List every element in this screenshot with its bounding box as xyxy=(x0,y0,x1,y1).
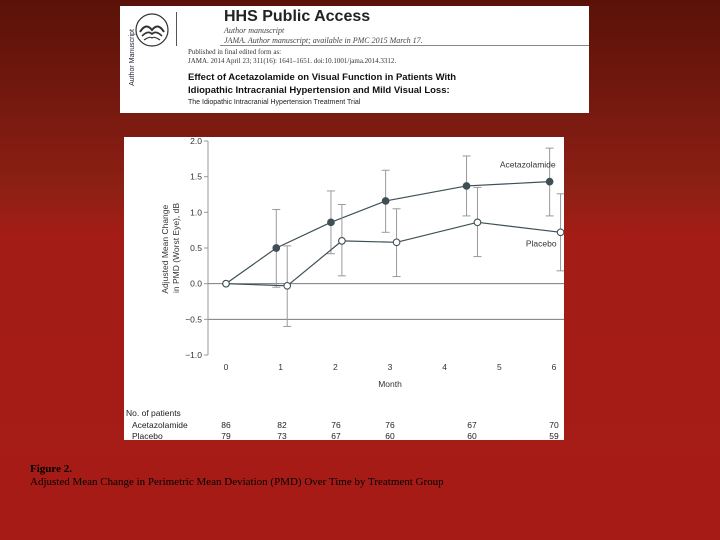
y-axis-label xyxy=(160,202,181,293)
x-tick-label: 4 xyxy=(442,362,448,372)
publication-note: Published in final edited form as: xyxy=(188,48,282,56)
article-title-line-3: The Idiopathic Intracranial Hypertension Treatment Trial xyxy=(188,99,361,106)
y-tick-label: 0.0 xyxy=(190,278,202,289)
figure-number: Figure 2. xyxy=(30,463,72,475)
author-manuscript-label: Author manuscript xyxy=(224,26,285,35)
y-axis-label-line-1: Adjusted Mean Change xyxy=(160,204,170,294)
patients-count: 70 xyxy=(549,420,559,430)
header-rule xyxy=(220,45,589,46)
data-point-placebo xyxy=(393,239,400,246)
x-tick-label: 2 xyxy=(332,362,338,372)
series-layer xyxy=(223,148,564,326)
y-axis-label-line-2: in PMD (Worst Eye), dB xyxy=(171,202,181,294)
article-title-line-1: Effect of Acetazolamide on Visual Function in Patients With xyxy=(188,72,457,83)
x-tick-label: 1 xyxy=(278,362,284,372)
x-tick-label: 6 xyxy=(551,362,557,372)
patients-count: 76 xyxy=(385,420,395,430)
patients-count: 79 xyxy=(221,431,231,440)
y-tick-label: 2.0 xyxy=(190,137,202,146)
y-tick-label: 1.0 xyxy=(190,207,202,218)
y-tick-label: −0.5 xyxy=(185,314,202,325)
patients-count: 59 xyxy=(549,431,559,440)
data-point-placebo xyxy=(223,280,230,287)
patients-count: 86 xyxy=(221,420,231,430)
reference-lines xyxy=(208,284,564,320)
data-point-acetazolamide xyxy=(328,219,335,226)
series-label-acetazolamide: Acetazolamide xyxy=(499,159,556,170)
patients-count: 67 xyxy=(331,431,341,440)
axes xyxy=(204,141,208,355)
y-tick-label: 1.5 xyxy=(190,171,202,182)
patients-table-title: No. of patients xyxy=(126,408,181,418)
data-point-acetazolamide xyxy=(273,245,280,252)
series-label-placebo: Placebo xyxy=(525,238,557,249)
hhs-eagle-logo-icon xyxy=(132,12,172,48)
y-tick-label: 0.5 xyxy=(190,243,202,253)
y-tick-label: −1.0 xyxy=(185,350,202,360)
patients-count: 76 xyxy=(331,420,341,430)
vertical-manuscript-label: Author Manuscript xyxy=(128,29,136,86)
x-tick-label: 0 xyxy=(223,362,229,372)
patients-count: 60 xyxy=(467,431,477,440)
data-point-placebo xyxy=(557,229,564,236)
data-point-placebo xyxy=(339,238,346,245)
patients-count: 60 xyxy=(385,431,395,440)
patients-row-label: Placebo xyxy=(132,431,163,440)
availability-note: JAMA. Author manuscript; available in PMC 2015 March 17. xyxy=(224,36,423,45)
article-header xyxy=(120,6,589,113)
data-point-acetazolamide xyxy=(463,183,470,190)
patients-row-label: Acetazolamide xyxy=(132,420,188,430)
data-point-placebo xyxy=(474,219,481,226)
data-point-acetazolamide xyxy=(546,178,553,185)
patients-table xyxy=(126,408,559,440)
patients-count: 73 xyxy=(277,431,287,440)
patients-count: 82 xyxy=(277,420,287,430)
x-tick-label: 3 xyxy=(387,362,393,372)
line-chart xyxy=(124,137,564,440)
article-title-line-2: Idiopathic Intracranial Hypertension and Mild Visual Loss: xyxy=(188,85,450,96)
logo-divider xyxy=(176,12,177,46)
data-point-placebo xyxy=(284,283,291,290)
axis-text xyxy=(160,137,557,389)
patients-count: 67 xyxy=(467,420,477,430)
data-point-acetazolamide xyxy=(382,198,389,205)
chart-panel xyxy=(124,137,564,440)
x-tick-label: 5 xyxy=(496,362,502,372)
hhs-public-access-title: HHS Public Access xyxy=(224,8,371,25)
x-axis-label: Month xyxy=(378,379,402,389)
figure-caption-text: Adjusted Mean Change in Perimetric Mean Deviation (PMD) Over Time by Treatment Group xyxy=(30,476,444,488)
citation-line: JAMA. 2014 April 23; 311(16): 1641–1651. doi:10.1001/jama.2014.3312. xyxy=(188,57,397,65)
figure-caption xyxy=(30,463,444,488)
